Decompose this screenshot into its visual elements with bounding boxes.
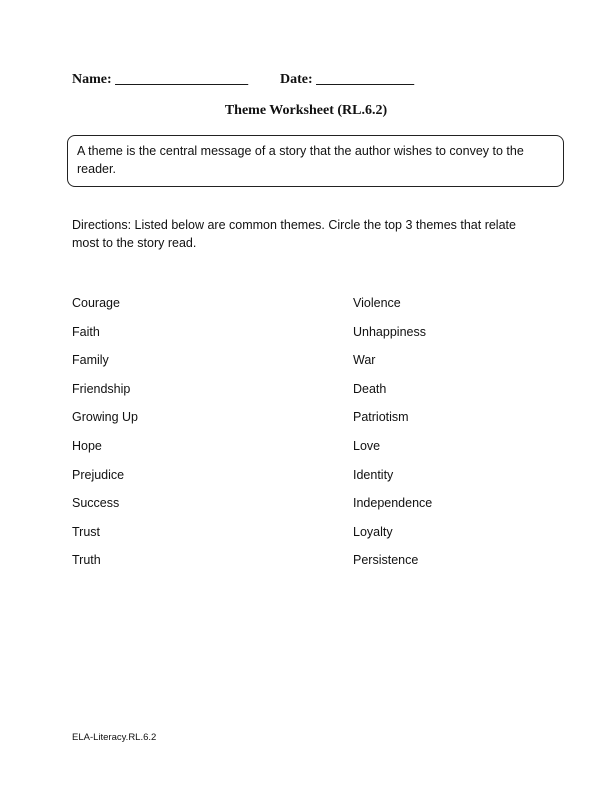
theme-item[interactable]: Independence — [353, 496, 433, 511]
theme-item[interactable]: Friendship — [72, 381, 131, 396]
theme-item[interactable]: Identity — [353, 467, 394, 482]
theme-item[interactable]: Courage — [72, 296, 120, 310]
definition-box — [67, 135, 564, 187]
theme-item[interactable]: Family — [72, 353, 109, 368]
theme-item[interactable]: Loyalty — [353, 524, 393, 539]
title-text: Theme Worksheet — [224, 103, 334, 118]
theme-item[interactable]: Patriotism — [353, 410, 409, 425]
theme-item[interactable]: Prejudice — [72, 467, 125, 482]
theme-item[interactable]: Success — [72, 496, 120, 511]
theme-item[interactable]: Unhappiness — [353, 324, 426, 339]
themes-right-column — [353, 294, 432, 580]
theme-item[interactable]: Growing Up — [72, 410, 138, 425]
theme-item[interactable]: Persistence — [353, 553, 419, 568]
definition-text: A theme is the central message of a story that the author wishes to convey to the reader. — [77, 144, 524, 176]
name-field[interactable]: Name: ___________________ — [72, 72, 249, 87]
theme-item[interactable]: Violence — [353, 296, 401, 310]
theme-item[interactable]: Faith — [72, 324, 100, 339]
themes-left-column — [72, 294, 138, 580]
directions-text: Directions: Listed below are common themes. Circle the top 3 themes that relate most to the story read. — [72, 218, 516, 250]
theme-item[interactable]: Truth — [72, 553, 101, 568]
date-field[interactable]: Date: ______________ — [280, 72, 415, 87]
theme-item[interactable]: Love — [353, 438, 381, 453]
worksheet-title — [0, 103, 612, 119]
theme-item[interactable]: Hope — [72, 438, 102, 453]
theme-item[interactable]: Trust — [72, 524, 101, 539]
theme-item[interactable]: Death — [353, 381, 387, 396]
standard-code: (RL.6.2) — [337, 103, 388, 118]
footer-standard: ELA-Literacy.RL.6.2 — [72, 732, 157, 743]
theme-item[interactable]: War — [353, 353, 376, 368]
